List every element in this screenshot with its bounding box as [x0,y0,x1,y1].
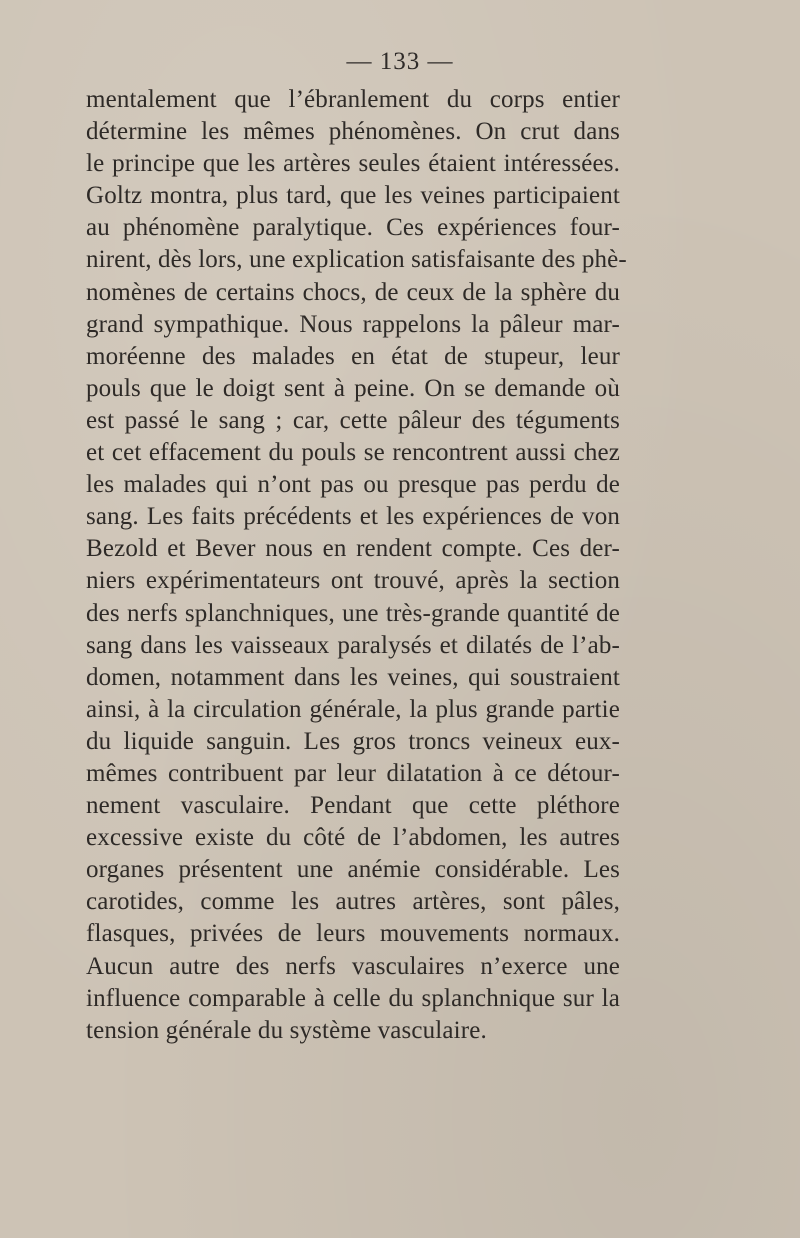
text-line: excessive existe du côté de l’abdomen, les autres [86,824,620,852]
text-line: moréenne des malades en état de stupeur, leur [86,342,620,370]
text-line: sang dans les vaisseaux paralysés et dilatés de l’ab- [86,631,620,659]
text-line: et cet effacement du pouls se rencontrent aussi chez [86,439,620,467]
text-line: des nerfs splanchniques, une très-grande quantité de [86,599,620,627]
text-line: détermine les mêmes phénomènes. On crut dans [86,118,620,146]
text-line: domen, notamment dans les veines, qui soustraient [86,663,620,691]
text-line: au phénomène paralytique. Ces expériences four- [86,214,620,242]
text-line: grand sympathique. Nous rappelons la pâleur mar- [86,310,620,338]
text-line: du liquide sanguin. Les gros troncs veineux eux- [86,727,620,755]
text-line: sang. Les faits précédents et les expériences de von [86,503,620,531]
text-line: nomènes de certains chocs, de ceux de la sphère du [86,278,620,306]
text-line: Aucun autre des nerfs vasculaires n’exerce une [86,952,620,980]
page-number: — 133 — [346,48,454,75]
text-line: tension générale du système vasculaire. [86,1016,487,1044]
text-line: nirent, dès lors, une explication satisfaisante des phè- [86,246,627,274]
text-line: flasques, privées de leurs mouvements normaux. [86,920,620,948]
text-line: organes présentent une anémie considérable. Les [86,856,620,884]
text-line: mentalement que l’ébranlement du corps entier [86,86,620,113]
text-line: nement vasculaire. Pendant que cette pléthore [86,792,620,820]
text-line: le principe que les artères seules étaient intéressées. [86,150,620,178]
text-line: carotides, comme les autres artères, sont pâles, [86,888,620,916]
text-line: Bezold et Bever nous en rendent compte. Ces der- [86,535,620,563]
text-line: pouls que le doigt sent à peine. On se demande où [86,374,620,402]
text-line: est passé le sang ; car, cette pâleur des téguments [86,406,620,434]
text-line: influence comparable à celle du splanchnique sur la [86,984,620,1012]
text-line: niers expérimentateurs ont trouvé, après la section [86,567,620,595]
text-line: les malades qui n’ont pas ou presque pas perdu de [86,471,620,499]
body-text [86,84,627,1047]
text-line: Goltz montra, plus tard, que les veines participaient [86,182,620,210]
text-line: ainsi, à la circulation générale, la plus grande partie [86,695,620,723]
text-line: mêmes contribuent par leur dilatation à ce détour- [86,759,620,787]
